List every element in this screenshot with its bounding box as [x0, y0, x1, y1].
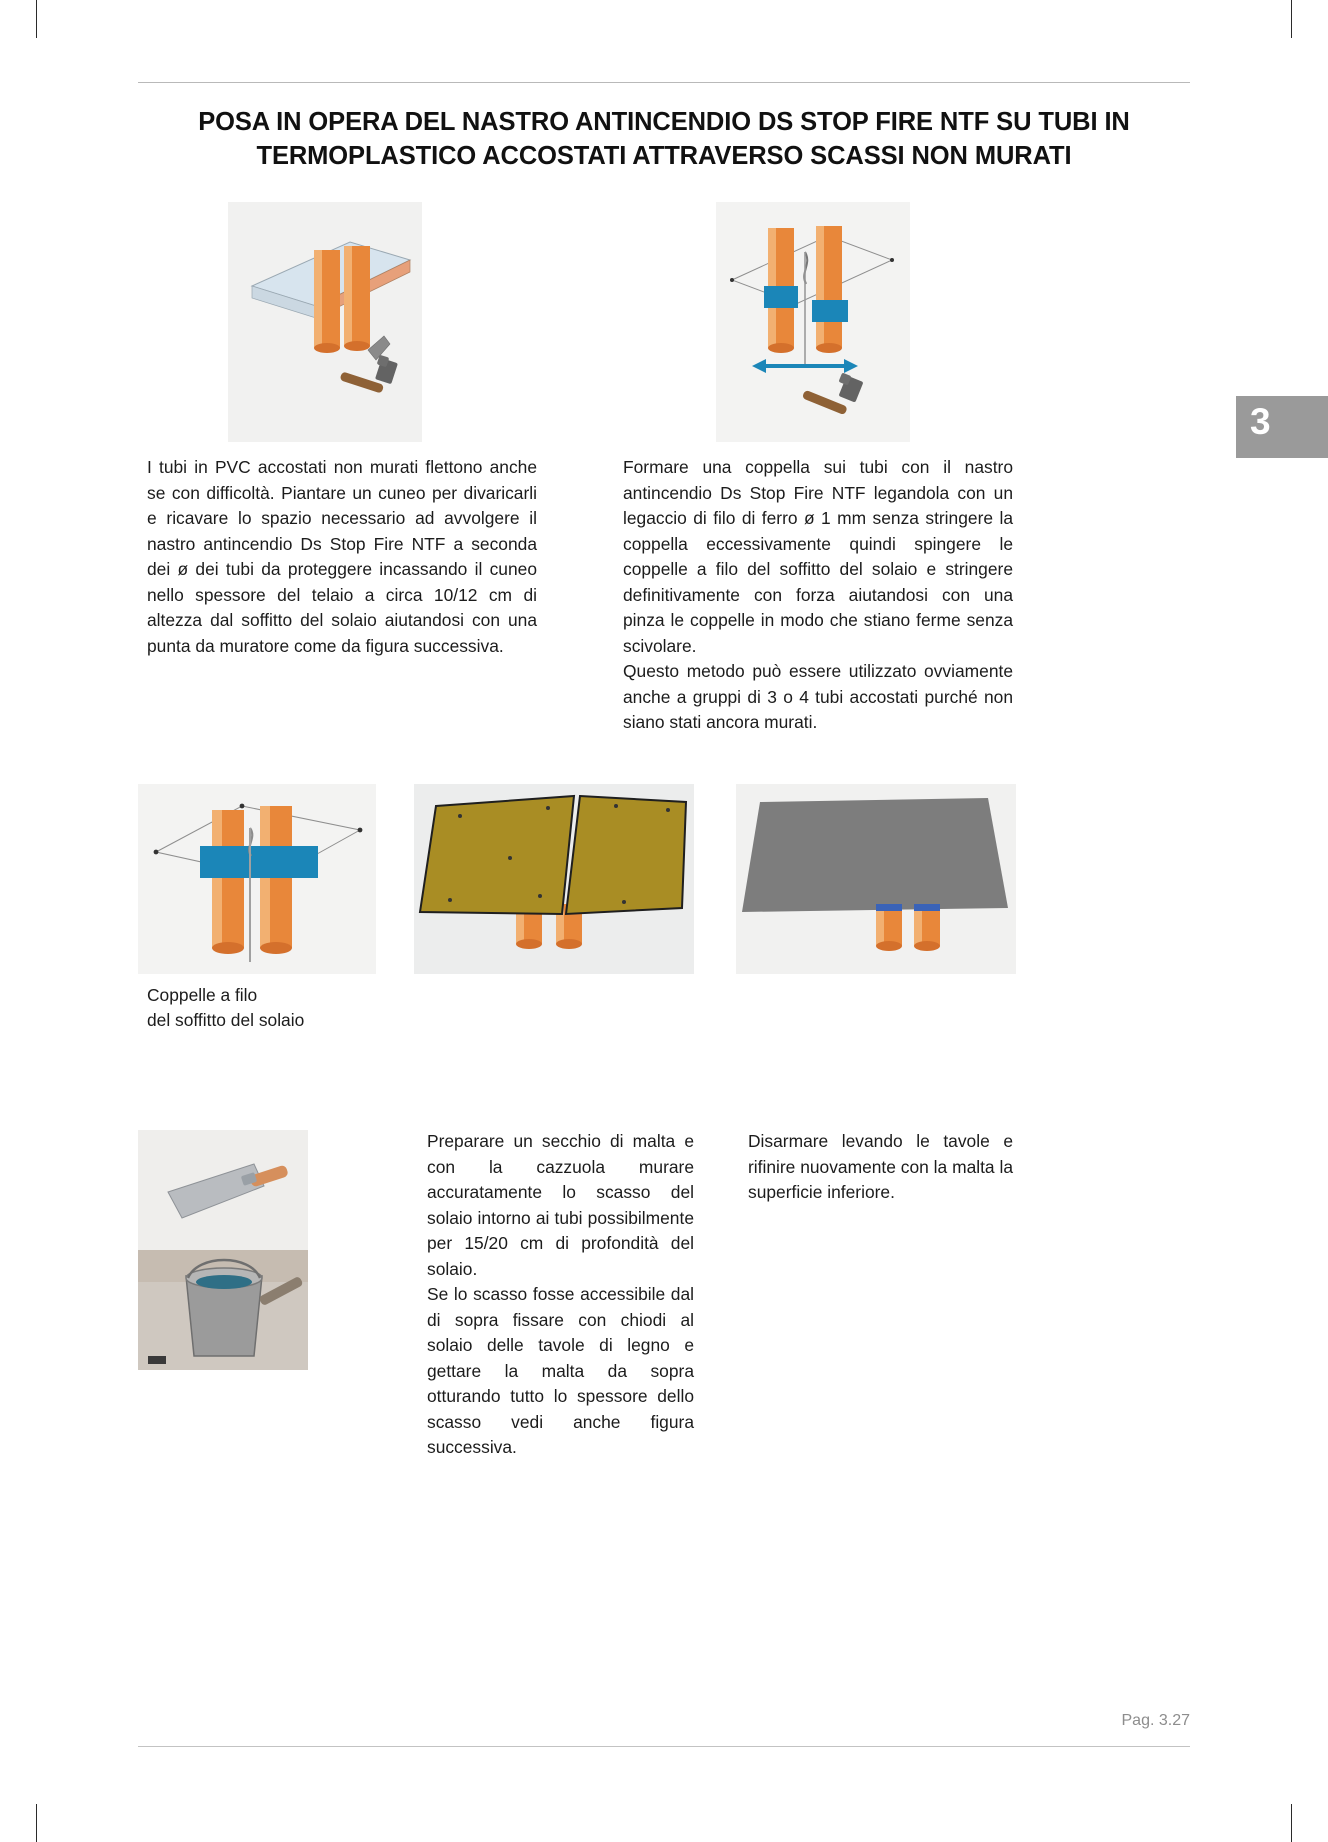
figure-caption-line-1: Coppelle a filo: [147, 985, 258, 1005]
figure-wooden-boards-nailed-to-slab: [414, 784, 694, 974]
section-tab-number: 3: [1250, 401, 1271, 442]
page-title: POSA IN OPERA DEL NASTRO ANTINCENDIO DS STOP FIRE NTF SU TUBI IN TERMOPLASTICO ACCOSTATI ATTRAVERSO SCASSI NON MURATI: [198, 108, 1130, 170]
paragraph-right-top-2: Questo metodo può essere utilizzato ovviamente anche a gruppi di 3 o 4 tubi accostati purché non siano stati ancora murati.: [623, 661, 1013, 732]
crop-mark-bottom-left: [36, 1804, 37, 1842]
paragraph-right-top-1: Formare una coppella sui tubi con il nastro antincendio Ds Stop Fire NTF legandola con un legaccio di filo di ferro ø 1 mm senza stringere la coppella eccessivamente quindi spingere le coppelle a filo del soffitto del solaio e stringere definitivamente con forza aiutandosi con una pinza le coppelle in modo che stiano ferme senza scivolare.: [623, 457, 1013, 656]
crop-mark-top-left: [36, 0, 37, 38]
figure-finished-slab-underside: [736, 784, 1016, 974]
paragraph-right-top: [623, 455, 1013, 736]
paragraph-middle-bottom-1: Preparare un secchio di malta e con la cazzuola murare accuratamente lo scasso del solaio intorno ai tubi possibilmente per 15/20 cm di profondità del solaio.: [427, 1131, 694, 1279]
footer-rule: [138, 1746, 1190, 1747]
figure-caption-line-2: del soffitto del solaio: [147, 1009, 305, 1030]
paragraph-middle-bottom: [427, 1129, 694, 1461]
paragraph-right-bottom: [748, 1129, 1013, 1206]
figure-trowel-and-mortar-bucket: [138, 1130, 308, 1370]
figure-pipes-with-wedge-and-hammer: [228, 202, 422, 442]
page-number: Pag. 3.27: [1121, 1712, 1190, 1729]
figure-caption-coppelle: [147, 983, 447, 1033]
paragraph-left-top: [147, 455, 537, 659]
paragraph-left-top-text: I tubi in PVC accostati non murati flettono anche se con difficoltà. Piantare un cuneo per divaricarli e ricavare lo spazio necessario ad avvolgere il nastro antincendio Ds Stop Fire NTF a seconda dei ø dei tubi da proteggere incassando il cuneo nello spessore del telaio a circa 10/12 cm di altezza dal soffitto del solaio aiutandosi con una punta da muratore come da figura successiva.: [147, 457, 537, 656]
paragraph-right-bottom-text: Disarmare levando le tavole e rifinire nuovamente con la malta la superficie inferiore.: [748, 1131, 1013, 1202]
section-tab: [1236, 396, 1328, 458]
paragraph-middle-bottom-2: Se lo scasso fosse accessibile dal di sopra fissare con chiodi al solaio delle tavole di legno e gettare la malta da sopra otturando tutto lo spessore dello scasso vedi anche figura successiva.: [427, 1284, 694, 1457]
header-rule: [138, 82, 1190, 83]
crop-mark-bottom-right: [1291, 1804, 1292, 1842]
figure-coppella-formed-on-pipes: [716, 202, 910, 442]
crop-mark-top-right: [1291, 0, 1292, 38]
figure-coppelle-flush-with-ceiling: [138, 784, 376, 974]
